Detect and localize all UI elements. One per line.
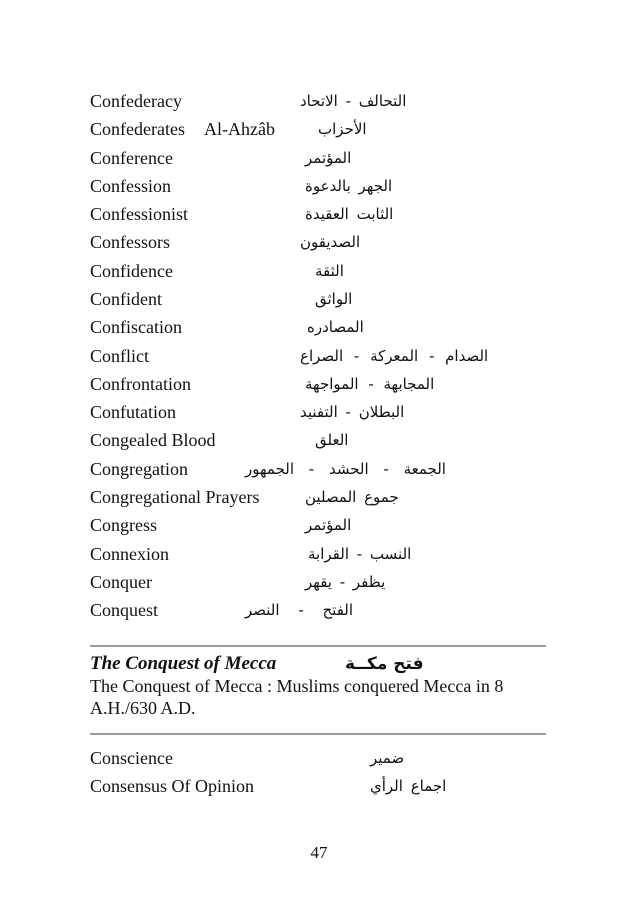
entry-arabic: الثقة — [315, 262, 344, 280]
entry-term: Conquest — [90, 600, 159, 620]
entry-arabic: المصادره — [307, 318, 364, 336]
entry-arabic: المجابهة - المواجهة — [305, 375, 435, 393]
entry-term: Congregation — [90, 459, 188, 479]
section-divider-bottom — [90, 733, 546, 735]
entry-row — [0, 748, 638, 768]
entry-term: Conscience — [90, 748, 173, 768]
entry-arabic: الثابت العقيدة — [305, 205, 394, 223]
entry-arabic: البطلان - التفنيد — [300, 403, 405, 421]
entry-row — [0, 176, 638, 196]
section-divider-top — [90, 645, 546, 647]
entry-row — [0, 776, 638, 796]
entry-row — [0, 430, 638, 450]
entry-row — [0, 374, 638, 394]
entry-row — [0, 402, 638, 422]
entry-arabic: المؤتمر — [305, 516, 352, 534]
page-number: 47 — [310, 843, 328, 862]
entry-term: Confessors — [90, 232, 170, 252]
entry-row — [0, 544, 638, 564]
entry-arabic: اجماع الرأي — [370, 777, 447, 795]
entry-term: Conference — [90, 148, 173, 168]
entry-row — [0, 459, 638, 479]
entry-arabic: الجمعة - الحشد - الجمهور — [245, 460, 446, 478]
entry-row — [0, 261, 638, 281]
entry-arabic: العلق — [315, 431, 349, 449]
entry-arabic: النسب - القرابة — [308, 545, 412, 563]
entry-row — [0, 317, 638, 337]
entry-transliteration: Al-Ahzâb — [204, 119, 275, 139]
entry-term: Confident — [90, 289, 162, 309]
entry-arabic: المؤتمر — [305, 149, 352, 167]
section-heading-arabic: فتح مكــة — [345, 654, 424, 674]
entry-arabic: الصديقون — [300, 233, 361, 251]
entry-row — [0, 204, 638, 224]
entry-arabic: يظفر - يقهر — [305, 573, 386, 591]
entry-term: Conflict — [90, 346, 149, 366]
entry-term: Confidence — [90, 261, 173, 281]
entry-row — [0, 572, 638, 592]
entry-row — [0, 119, 638, 139]
entry-row — [0, 289, 638, 309]
entry-term: Confutation — [90, 402, 176, 422]
entry-arabic: جموع المصلين — [305, 488, 399, 506]
entry-arabic: الأحزاب — [318, 120, 367, 138]
entry-row — [0, 148, 638, 168]
entry-arabic: الواثق — [315, 290, 353, 308]
entry-row — [0, 91, 638, 111]
entry-term: Confession — [90, 176, 171, 196]
entry-term: Consensus Of Opinion — [90, 776, 255, 796]
entry-term: Conquer — [90, 572, 152, 592]
entry-arabic: الجهر بالدعوة — [305, 177, 393, 195]
entry-row — [0, 600, 638, 620]
entry-term: Congregational Prayers — [90, 487, 260, 507]
entry-term: Congress — [90, 515, 157, 535]
entry-term: Confederacy — [90, 91, 182, 111]
entry-term: Connexion — [90, 544, 169, 564]
entry-row — [0, 232, 638, 252]
entry-arabic: الصدام - المعركة - الصراع — [300, 347, 489, 365]
entry-arabic: الفتح - النصر — [245, 601, 354, 619]
entry-term: Confessionist — [90, 204, 189, 224]
entry-row — [0, 346, 638, 366]
entry-term: Congealed Blood — [90, 430, 216, 450]
entry-term: Confederates — [90, 119, 185, 139]
entry-term: Confrontation — [90, 374, 191, 394]
section-heading: The Conquest of Mecca — [90, 653, 277, 674]
entry-row — [0, 515, 638, 535]
section-definition: The Conquest of Mecca : Muslims conquered Mecca in 8 A.H./630 A.D. — [90, 676, 504, 718]
entry-arabic: ضمير — [370, 749, 405, 767]
entry-arabic: التحالف - الاتحاد — [300, 92, 407, 110]
entry-term: Confiscation — [90, 317, 182, 337]
entry-row — [0, 487, 638, 507]
